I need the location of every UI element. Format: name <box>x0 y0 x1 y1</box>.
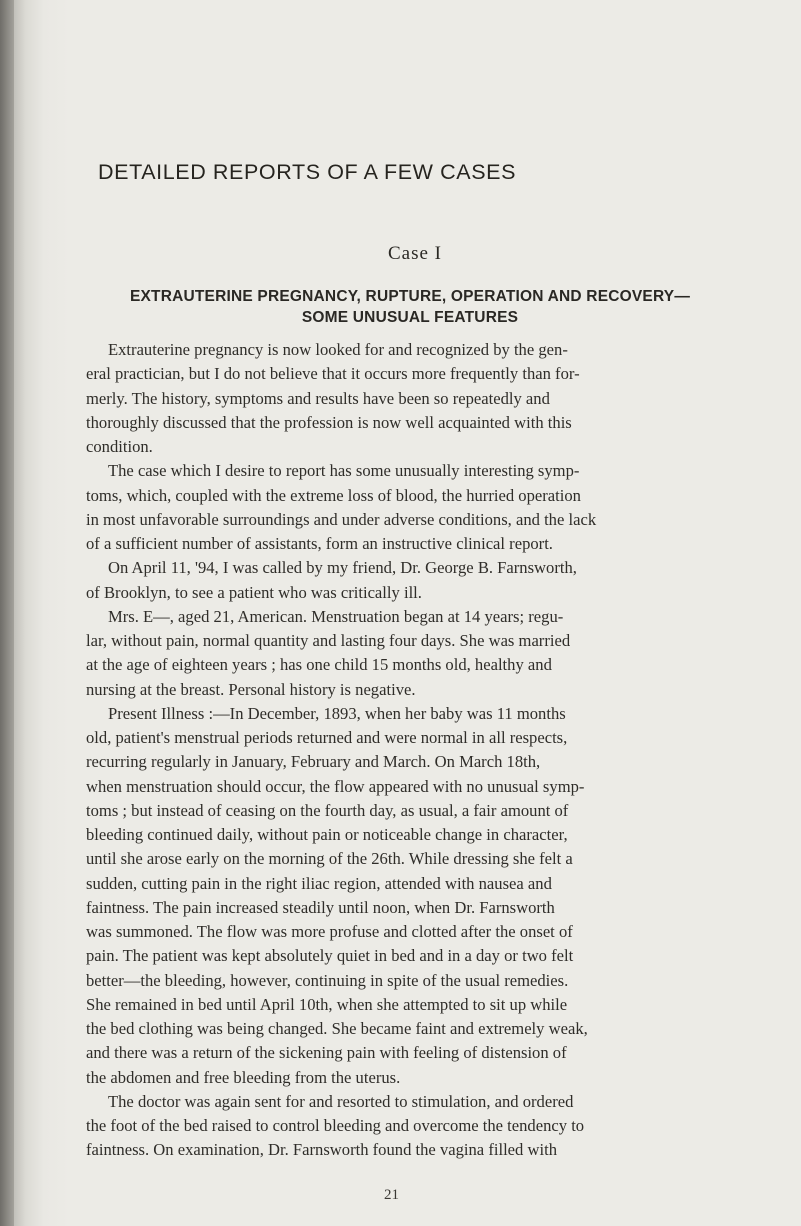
text-line: The doctor was again sent for and resorted to stimulation, and ordered <box>108 1091 574 1111</box>
text-line: pain. The patient was kept absolutely quiet in bed and in a day or two felt <box>86 946 574 966</box>
text-line: The case which I desire to report has some unusually interesting symp- <box>108 461 580 481</box>
text-line: when menstruation should occur, the flow appeared with no unusual symp- <box>86 776 585 796</box>
chapter-heading: DETAILED REPORTS OF A FEW CASES <box>98 160 517 184</box>
text-line: of a sufficient number of assistants, form an instructive clinical report. <box>86 534 553 553</box>
text-line: the foot of the bed raised to control bleeding and overcome the tendency to <box>86 1116 585 1135</box>
text-line: recurring regularly in January, February and March. On March 18th, <box>86 752 541 772</box>
case-number: Case I <box>388 243 443 264</box>
text-line: Mrs. E—, aged 21, American. Menstruation began at 14 years; regu- <box>108 606 564 626</box>
text-line: Present Illness :—In December, 1893, when her baby was 11 months <box>108 703 566 723</box>
text-line: Extrauterine pregnancy is now looked for and recognized by the gen- <box>108 340 568 359</box>
text-line: condition. <box>86 437 153 456</box>
text-line: the abdomen and free bleeding from the uterus. <box>86 1067 401 1087</box>
text-line: nursing at the breast. Personal history is negative. <box>86 679 416 699</box>
text-line: old, patient's menstrual periods returned and were normal in all respects, <box>86 728 568 747</box>
case-title <box>70 286 750 328</box>
text-line: bleeding continued daily, without pain or noticeable change in character, <box>86 825 568 844</box>
text-line: On April 11, '94, I was called by my friend, Dr. George B. Farnsworth, <box>108 558 577 578</box>
body-text <box>86 338 706 1163</box>
text-line: She remained in bed until April 10th, when she attempted to sit up while <box>86 994 568 1014</box>
text-line: eral practician, but I do not believe that it occurs more frequently than for- <box>86 364 580 384</box>
text-line: faintness. On examination, Dr. Farnsworth found the vagina filled with <box>86 1140 557 1160</box>
text-line: faintness. The pain increased steadily until noon, when Dr. Farnsworth <box>86 897 555 917</box>
text-line: lar, without pain, normal quantity and lasting four days. She was married <box>86 631 571 650</box>
text-line: at the age of eighteen years ; has one child 15 months old, healthy and <box>86 655 552 675</box>
text-line: of Brooklyn, to see a patient who was critically ill. <box>86 582 422 602</box>
page-binding-shadow <box>0 0 14 1226</box>
text-line: better—the bleeding, however, continuing in spite of the usual remedies. <box>86 970 569 990</box>
text-line: merly. The history, symptoms and results have been so repeatedly and <box>86 388 550 408</box>
text-line: thoroughly discussed that the profession is now well acquainted with this <box>86 412 572 432</box>
text-line: the bed clothing was being changed. She became faint and extremely weak, <box>86 1019 588 1038</box>
text-line: in most unfavorable surroundings and under adverse conditions, and the lack <box>86 509 597 529</box>
text-line: was summoned. The flow was more profuse and clotted after the onset of <box>86 922 573 941</box>
text-line: toms, which, coupled with the extreme loss of blood, the hurried operation <box>86 485 581 505</box>
case-title-line: EXTRAUTERINE PREGNANCY, RUPTURE, OPERATION AND RECOVERY— <box>129 288 691 305</box>
page-number: 21 <box>384 1187 399 1203</box>
text-line: and there was a return of the sickening pain with feeling of distension of <box>86 1043 567 1063</box>
text-line: until she arose early on the morning of the 26th. While dressing she felt a <box>86 849 573 869</box>
text-line: toms ; but instead of ceasing on the fourth day, as usual, a fair amount of <box>86 800 569 820</box>
case-title-line: SOME UNUSUAL FEATURES <box>301 309 519 326</box>
text-line: sudden, cutting pain in the right iliac region, attended with nausea and <box>86 873 552 893</box>
